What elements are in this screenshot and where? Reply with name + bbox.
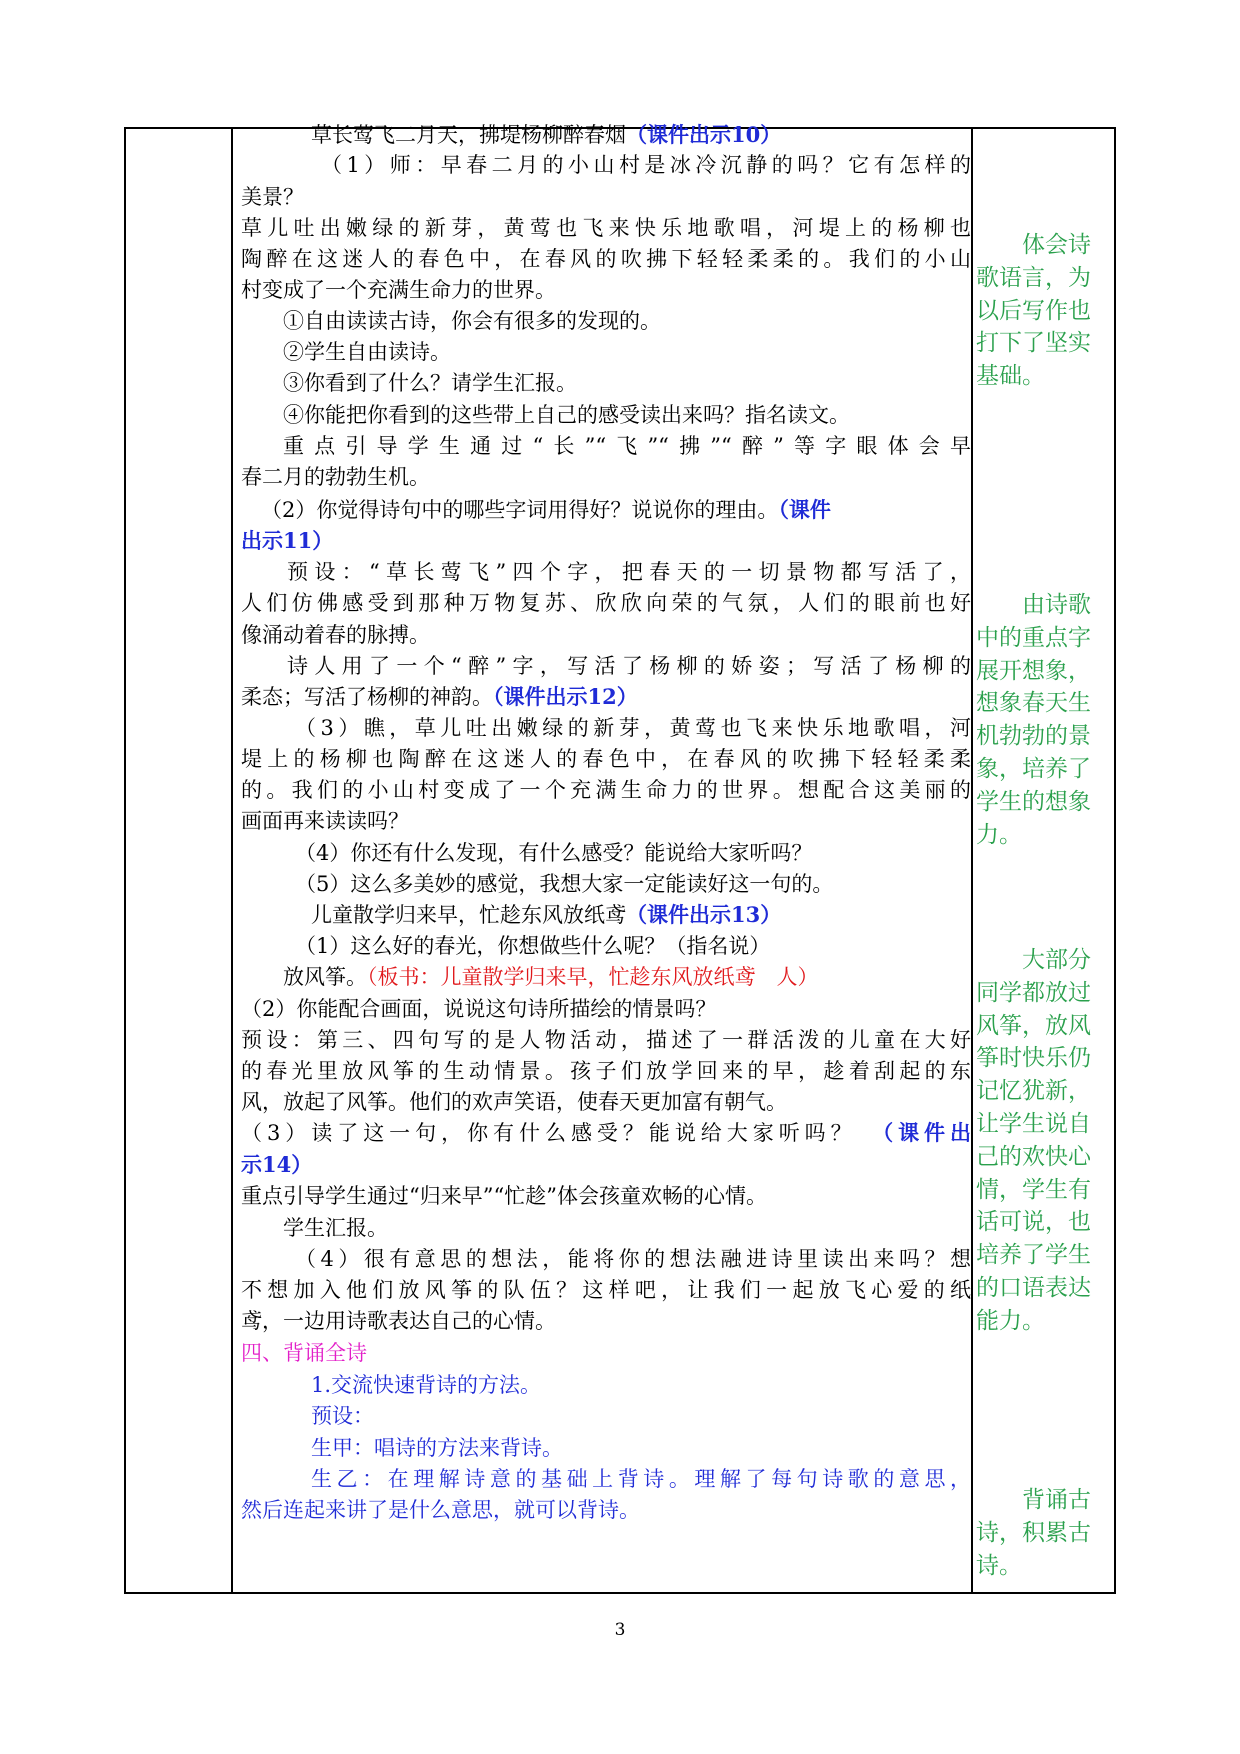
design-note-line: 诗。 (976, 1552, 1022, 1579)
text-run: 美景？ (241, 185, 304, 209)
design-note-line: 培养了学生 (976, 1242, 1091, 1269)
text-run: 草长莺飞二月天，拂堤杨柳醉春烟 (311, 123, 626, 147)
design-note-line: 想象春天生 (976, 690, 1091, 717)
content-line (241, 461, 430, 493)
design-note-line: 让学生说自 (976, 1111, 1091, 1137)
text-run: （2）你能配合画面，说说这句诗所描绘的情景吗？ (241, 997, 717, 1021)
text-run: 画面再来读读吗？ (241, 809, 409, 833)
design-note-line: 机勃勃的景 (976, 723, 1091, 750)
text-run: 然后连起来讲了是什么意思，就可以背诗。 (241, 1498, 640, 1522)
content-line (241, 1274, 971, 1306)
content-line (311, 119, 781, 151)
text-run: 的。我们的小山村变成了一个充满生命力的世界。想配合这美丽的 (241, 778, 971, 802)
text-run: 草儿吐出嫩绿的新芽，黄莺也飞来快乐地歌唱，河堤上的杨柳也 (241, 216, 971, 240)
text-run: ①自由读读古诗，你会有很多的发现的。 (283, 309, 661, 333)
design-note-line: 以后写作也 (976, 297, 1091, 324)
text-run: 鸢，一边用诗歌表达自己的心情。 (241, 1309, 556, 1333)
design-note-line: 象，培养了 (976, 756, 1091, 782)
content-line (241, 525, 333, 557)
text-run: 生甲：唱诗的方法来背诗。 (311, 1436, 563, 1460)
text-run: 重点引导学生通过“归来早”“忙趁”体会孩童欢畅的心情。 (241, 1184, 767, 1208)
text-run: 学生汇报。 (283, 1216, 388, 1240)
text-run: （课件出 (882, 1120, 972, 1145)
design-note-line: 记忆犹新， (976, 1078, 1091, 1105)
design-note-line: 情，学生有 (976, 1176, 1091, 1203)
content-line (295, 1243, 971, 1275)
content-line (241, 681, 638, 713)
text-run: （板书：儿童散学归来早，忙趁东风放纸鸢 人） (367, 965, 819, 989)
text-run: 村变成了一个充满生命力的世界。 (241, 278, 556, 302)
text-run: （1）这么好的春光，你想做些什么呢？（指名说） (295, 934, 771, 958)
design-note-line: 背诵古 (1022, 1487, 1091, 1513)
content-line (241, 1024, 971, 1056)
text-run: 预设：“草长莺飞”四个字，把春天的一切景物都写活了， (287, 560, 971, 584)
content-line (241, 1337, 367, 1369)
text-run: 四、背诵全诗 (241, 1341, 367, 1365)
text-run: 示14） (241, 1152, 313, 1177)
text-run: （4）很有意思的想法，能将你的想法融进诗里读出来吗？想 (295, 1247, 971, 1271)
text-run: 重点引导学生通过“长”“飞”“拂”“醉”等字眼体会早 (283, 434, 971, 458)
text-run: 儿童散学归来早，忙趁东风放纸鸢 (311, 903, 626, 927)
text-run: 堤上的杨柳也陶醉在这迷人的春色中，在春风的吹拂下轻轻柔柔 (241, 747, 971, 771)
content-line (287, 556, 971, 588)
design-note-line: 基础。 (976, 363, 1045, 390)
text-run: 生乙：在理解诗意的基础上背诗。理解了每句诗歌的意思， (311, 1467, 971, 1491)
content-line (241, 805, 409, 837)
content-line (311, 1432, 563, 1464)
content-line (241, 743, 971, 775)
content-line (283, 336, 451, 368)
content-line (241, 212, 971, 244)
text-run: 柔态；写活了杨柳的神韵。 (241, 685, 493, 709)
content-line (283, 367, 577, 399)
content-line (283, 305, 661, 337)
text-run: （3）读了这一句，你有什么感受？能说给大家听吗？ (241, 1121, 883, 1145)
content-line (241, 1055, 971, 1087)
design-note-line: 风筝，放风 (976, 1012, 1091, 1039)
text-run: 出示11） (241, 528, 334, 553)
design-note-line: 同学都放过 (976, 979, 1091, 1006)
content-line (311, 899, 781, 931)
text-run: （课件出示12） (493, 684, 638, 709)
text-run: ④你能把你看到的这些带上自己的感受读出来吗？指名读文。 (283, 403, 850, 427)
text-run: 放风筝。 (283, 965, 367, 989)
text-run: （2）你觉得诗句中的哪些字词用得好？说说你的理由。 (261, 498, 779, 522)
text-run: 不想加入他们放风筝的队伍？这样吧，让我们一起放飞心爱的纸 (241, 1278, 971, 1302)
content-line (311, 1463, 971, 1495)
text-run: 陶醉在这迷人的春色中，在春风的吹拂下轻轻柔柔的。我们的小山 (241, 247, 971, 271)
content-line (241, 1494, 640, 1526)
text-run: （课件 (778, 497, 831, 522)
content-line (283, 399, 850, 431)
content-line (241, 1117, 971, 1149)
text-run: 风，放起了风筝。他们的欢声笑语，使春天更加富有朝气。 (241, 1090, 787, 1114)
design-note-line: 歌语言，为 (976, 264, 1091, 291)
text-run: （课件出示13） (626, 902, 782, 927)
content-line (241, 993, 716, 1025)
design-note-line: 诗，积累古 (976, 1519, 1091, 1546)
design-note-line: 体会诗 (1022, 232, 1091, 258)
content-line (241, 1180, 767, 1212)
design-note-line: 由诗歌 (1022, 592, 1091, 618)
lesson-table (124, 122, 1116, 1594)
design-note-line: 学生的想象 (976, 788, 1091, 815)
text-run: 人们仿佛感受到那种万物复苏、欣欣向荣的气氛，人们的眼前也好 (241, 591, 971, 615)
content-line (241, 1149, 312, 1181)
content-line (295, 712, 971, 744)
design-note-line: 筝时快乐仍 (976, 1045, 1091, 1072)
text-run: 预设：第三、四句写的是人物活动，描述了一群活泼的儿童在大好 (241, 1028, 971, 1052)
design-note-line: 话可说，也 (976, 1209, 1091, 1236)
content-line (241, 1305, 556, 1337)
page-number: 3 (614, 1620, 626, 1640)
content-line (295, 868, 833, 900)
design-note-line: 打下了坚实 (976, 330, 1091, 357)
design-note-line: 己的欢快心 (976, 1143, 1091, 1170)
content-line (241, 1086, 787, 1118)
content-line (311, 1400, 374, 1432)
content-line (283, 961, 819, 993)
design-note-line: 能力。 (976, 1307, 1045, 1334)
content-line (241, 181, 304, 213)
text-run: （4）你还有什么发现，有什么感受？能说给大家听吗？ (295, 841, 813, 865)
content-line (311, 1369, 541, 1401)
content-line (283, 430, 971, 462)
content-line (241, 619, 430, 651)
design-note-line: 的口语表达 (976, 1275, 1091, 1301)
design-note-line: 大部分 (1022, 947, 1091, 973)
design-note-line: 展开想象， (976, 657, 1091, 684)
text-run: ③你看到了什么？请学生汇报。 (283, 371, 577, 395)
text-run: （5）这么多美妙的感觉，我想大家一定能读好这一句的。 (295, 872, 834, 896)
text-run: （1）师：早春二月的小山村是冰冷沉静的吗？它有怎样的 (321, 153, 971, 177)
content-line (241, 243, 971, 275)
text-run: （3）瞧，草儿吐出嫩绿的新芽，黄莺也飞来快乐地歌唱，河 (295, 716, 971, 740)
content-line (295, 930, 770, 962)
content-line (241, 774, 971, 806)
text-run: ②学生自由读诗。 (283, 340, 451, 364)
content-line (241, 587, 971, 619)
column-divider-2 (971, 129, 973, 1592)
content-line (321, 149, 971, 181)
text-run: 春二月的勃勃生机。 (241, 465, 430, 489)
text-run: 1.交流快速背诗的方法。 (311, 1373, 542, 1397)
column-divider-1 (231, 129, 233, 1592)
design-note-line: 力。 (976, 821, 1022, 848)
text-run: 的春光里放风筝的生动情景。孩子们放学回来的早，趁着刮起的东 (241, 1059, 971, 1083)
text-run: 预设： (311, 1404, 374, 1428)
text-run: （课件出示10） (626, 122, 782, 147)
content-line (287, 650, 971, 682)
content-line (283, 1212, 388, 1244)
text-run: 诗人用了一个“醉”字，写活了杨柳的娇姿；写活了杨柳的 (287, 654, 971, 678)
content-line (241, 274, 556, 306)
design-note-line: 中的重点字 (976, 624, 1091, 651)
content-line (261, 494, 831, 526)
content-line (295, 837, 812, 869)
text-run: 像涌动着春的脉搏。 (241, 623, 430, 647)
